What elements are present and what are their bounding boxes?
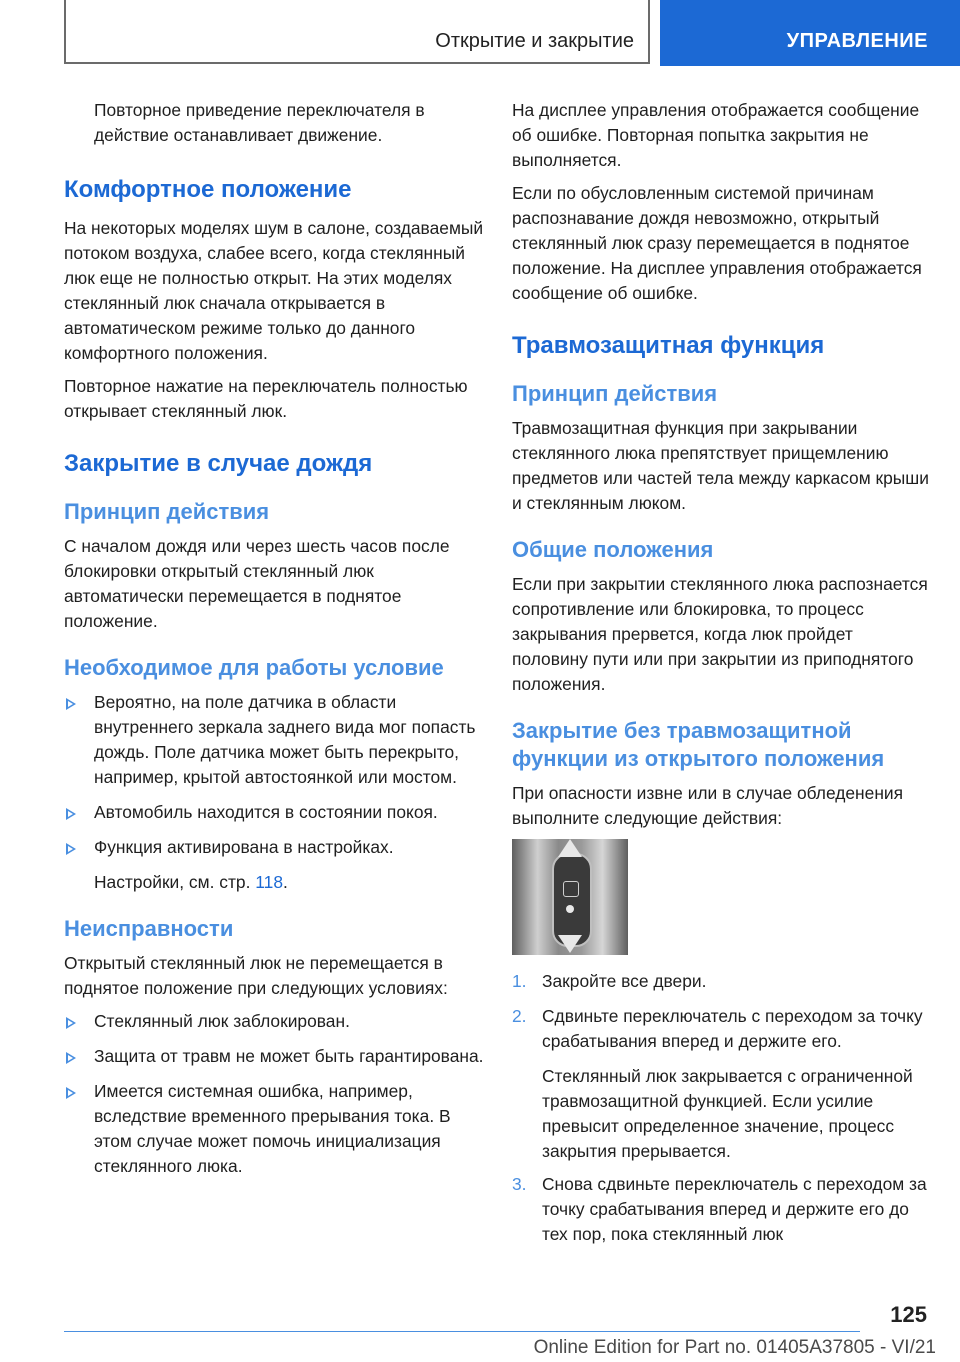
principle-paragraph: С началом дождя или через шесть часов после блокировки открытый стеклянный люк автоматически перемещается в поднятое положение. xyxy=(64,536,450,631)
display-message-paragraph: На дисплее управления отображается сообщение об ошибке. Повторная попытка закрытия не выполняется. xyxy=(512,100,920,170)
step-item: 1. Закройте все двери. xyxy=(512,969,932,994)
triangle-bullet-icon xyxy=(66,843,76,855)
triangle-bullet-icon xyxy=(66,1052,76,1064)
triangle-bullet-icon xyxy=(66,1087,76,1099)
section-tab xyxy=(660,0,960,66)
step-number: 3. xyxy=(512,1174,527,1194)
detect-fail-paragraph: Если по обусловленным системой причинам распознавание дождя невозможно, открытый стеклянный люк сразу перемещается в поднятое положение. На дисплее управления отображается сообщение об ошибке. xyxy=(512,183,922,303)
section-title: УПРАВЛЕНИЕ xyxy=(786,30,928,52)
step-number: 1. xyxy=(512,971,527,991)
intro-paragraph: Повторное приведение переключателя в действие останавливает движение. xyxy=(94,100,425,145)
switch-button-icon xyxy=(563,881,579,897)
list-item: Автомобиль находится в состоянии покоя. xyxy=(64,800,484,825)
general-heading: Общие положения xyxy=(512,537,714,562)
step-number: 2. xyxy=(512,1006,527,1026)
sunroof-switch-image xyxy=(512,839,628,955)
switch-panel xyxy=(552,853,592,947)
indicator-dot-icon xyxy=(566,905,574,913)
comfort-paragraph-1: На некоторых моделях шум в салоне, создаваемый потоком воздуха, слабее всего, когда стеклянный люк еще не полностью открыт. На этих моделях стеклянный люк сначала открывается в автоматическом режиме только до данного комфортного положения. xyxy=(64,218,484,363)
footer-divider xyxy=(64,1331,860,1332)
triangle-bullet-icon xyxy=(66,698,76,710)
faults-heading: Неисправности xyxy=(64,916,234,941)
list-item: Стеклянный люк заблокирован. xyxy=(64,1009,484,1034)
general-paragraph: Если при закрытии стеклянного люка распознается сопротивление или блокировка, то процесс закрывания прервется, когда люк пройдет половину пути или при закрытии из приподнятого положения. xyxy=(512,574,928,694)
protection-heading: Травмозащитная функция xyxy=(512,332,825,359)
settings-reference: Настройки, см. стр. 118. xyxy=(94,872,288,892)
step-item: 2. Сдвиньте переключатель с переходом за точку срабатывания вперед и держите его. xyxy=(512,1006,923,1051)
comfort-paragraph-2: Повторное нажатие на переключатель полностью открывает стеклянный люк. xyxy=(64,376,468,421)
rain-heading: Закрытие в случае дождя xyxy=(64,450,373,477)
list-item: Имеется системная ошибка, например, вследствие временного прерывания тока. В этом случае может помочь инициализация стеклянного люка. xyxy=(64,1079,484,1179)
arrow-up-icon xyxy=(558,839,582,857)
footer-text: Online Edition for Part no. 01405A37805 - VI/21 xyxy=(533,1337,936,1358)
comfort-heading: Комфортное положение xyxy=(64,176,352,203)
chapter-title: Открытие и закрытие xyxy=(435,30,634,52)
faults-paragraph: Открытый стеклянный люк не перемещается в поднятое положение при следующих условиях: xyxy=(64,953,448,998)
conditions-heading: Необходимое для работы условие xyxy=(64,655,444,680)
list-item: Защита от травм не может быть гарантирована. xyxy=(64,1044,484,1069)
principle-heading-right: Принцип действия xyxy=(512,381,718,406)
left-column xyxy=(64,98,484,1189)
triangle-bullet-icon xyxy=(66,1017,76,1029)
principle-heading: Принцип действия xyxy=(64,499,270,524)
no-protection-paragraph: При опасности извне или в случае обледенения выполните следующие действия: xyxy=(512,783,904,828)
page-number: 125 xyxy=(890,1302,927,1327)
list-item: Вероятно, на поле датчика в области внутреннего зеркала заднего вида мог попасть дождь. Поле датчика может быть перекрыто, например, крытой автостоянкой или мостом. xyxy=(64,690,484,790)
header-title-box xyxy=(64,0,650,64)
protection-principle-paragraph: Травмозащитная функция при закрывании стеклянного люка препятствует прищемлению предметов или частей тела между каркасом крыши и стеклянным люком. xyxy=(512,418,929,513)
no-protection-heading: Закрытие без травмозащитной функции из открытого положения xyxy=(512,718,885,771)
page-link[interactable]: 118 xyxy=(255,872,283,892)
list-item: Функция активирована в настройках. xyxy=(64,835,484,860)
triangle-bullet-icon xyxy=(66,808,76,820)
step-item: 3. Снова сдвиньте переключатель с переходом за точку срабатывания вперед и держите его до тех пор, пока стеклянный люк xyxy=(512,1174,927,1244)
arrow-down-icon xyxy=(558,935,582,953)
right-column xyxy=(512,98,932,1257)
step-note: Стеклянный люк закрывается с ограниченной травмозащитной функцией. Если усилие превысит определенное значение, процесс закрытия прерывается. xyxy=(542,1066,913,1161)
